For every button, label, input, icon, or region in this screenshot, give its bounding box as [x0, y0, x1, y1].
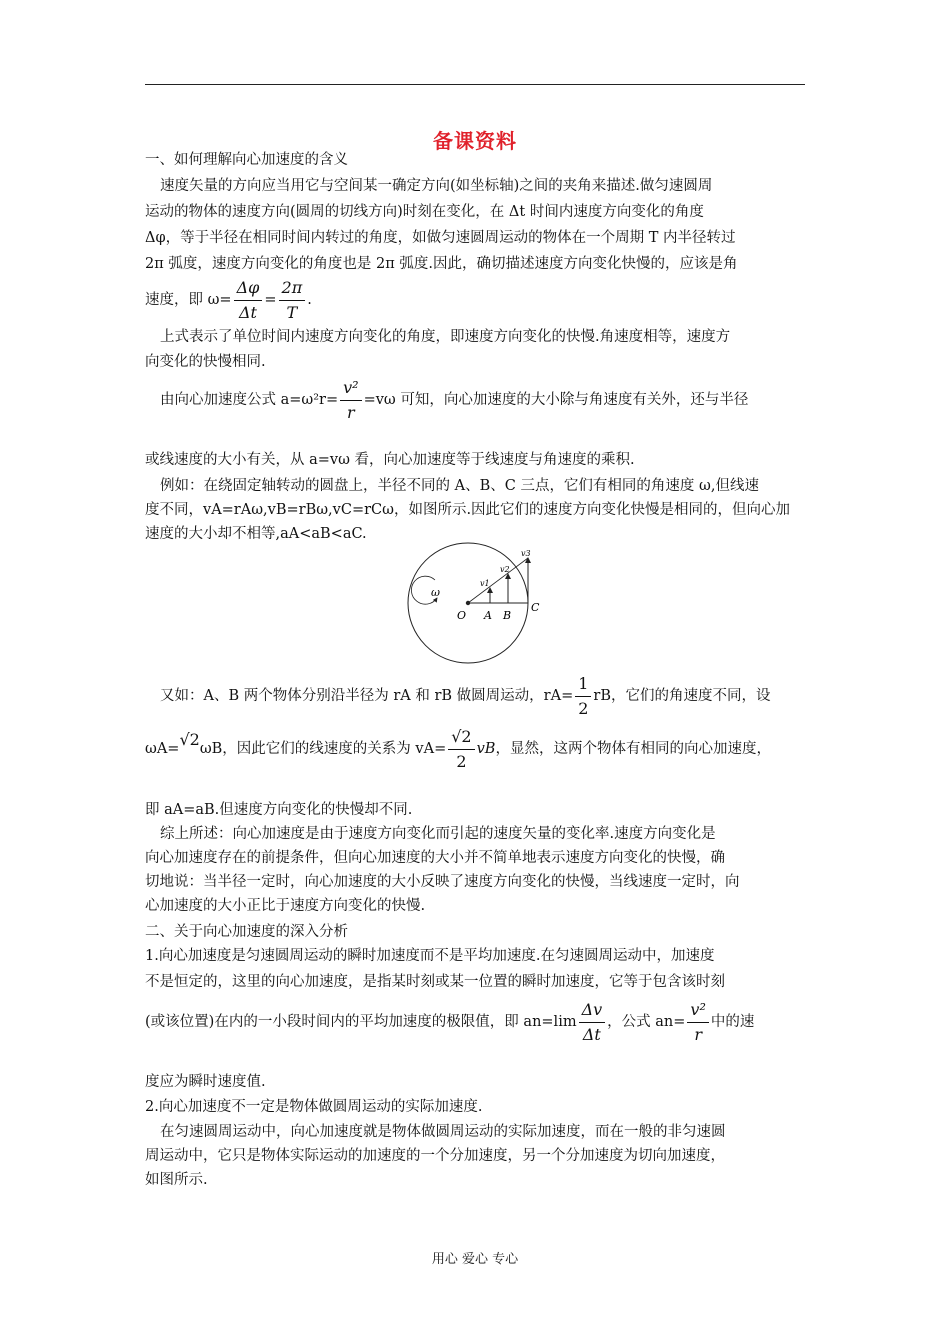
- paragraph-line: 在匀速圆周运动中，向心加速度就是物体做圆周运动的实际加速度，而在一般的非匀速圆: [160, 1124, 726, 1140]
- paragraph-line: 切地说：当半径一定时，向心加速度的大小反映了速度方向变化的快慢，当线速度一定时，向: [145, 874, 740, 890]
- paragraph-line: 即 aA=aB.但速度方向变化的快慢却不同.: [145, 802, 413, 818]
- paragraph-line: 心加速度的大小正比于速度方向变化的快慢.: [145, 898, 426, 914]
- paragraph-line: 度应为瞬时速度值.: [145, 1074, 266, 1090]
- point-b-label: B: [503, 609, 512, 622]
- velocity-relation-line: ωA=√2ωB，因此它们的线速度的关系为 vA= $\frac{√2}{2}$ vB，显然，这两个物体有相同的向心加速度，: [145, 720, 810, 777]
- paragraph-line: 运动的物体的速度方向(圆周的切线方向)时刻在变化，在 Δt 时间内速度方向变化的角度: [145, 204, 704, 220]
- paragraph-line: 如图所示.: [145, 1172, 208, 1188]
- v2-label: v2: [500, 565, 510, 574]
- center-point: [466, 601, 470, 605]
- omega-formula-line: 速度，即 ω= $\frac{\Delta\varphi}{\Delta t}$ = $\frac{2\pi}{T}$ .: [145, 272, 810, 328]
- fraction: $\frac{\Delta v}{\Delta t}$: [579, 998, 606, 1047]
- paragraph-line: 例如：在绕固定轴转动的圆盘上，半径不同的 A、B、C 三点，它们有相同的角速度 ω,但线速: [160, 478, 759, 494]
- fraction: $\frac{2\pi}{T}$: [279, 276, 306, 325]
- fraction: $\frac{\text{v²}}{r}$: [687, 998, 708, 1047]
- paragraph-line: 速度矢量的方向应当用它与空间某一确定方向(如坐标轴)之间的夹角来描述.做匀速圆周: [160, 178, 713, 194]
- paragraph-line: 2.向心加速度不一定是物体做圆周运动的实际加速度.: [145, 1099, 483, 1115]
- header-rule: [145, 84, 805, 85]
- example-line: 又如：A、B 两个物体分别沿半径为 rA 和 rB 做圆周运动，rA= $\frac{1}{2}$ rB，它们的角速度不同，设: [160, 668, 825, 724]
- paragraph-line: 向心加速度存在的前提条件，但向心加速度的大小并不简单地表示速度方向变化的快慢，确: [145, 850, 725, 866]
- rotating-disk-figure: [405, 540, 545, 670]
- section-2-heading: 二、关于向心加速度的深入分析: [145, 924, 348, 940]
- paragraph-line: 速度的大小却不相等,aA<aB<aC.: [145, 526, 367, 542]
- section-1-heading: 一、如何理解向心加速度的含义: [145, 152, 348, 168]
- velocity-envelope: [468, 558, 528, 603]
- point-a-label: A: [484, 609, 492, 622]
- paragraph-line: 周运动中，它只是物体实际运动的加速度的一个分加速度，另一个分加速度为切向加速度，: [145, 1148, 725, 1164]
- paragraph-line: 2π 弧度，速度方向变化的角度也是 2π 弧度.因此，确切描述速度方向变化快慢的，应该是角: [145, 256, 738, 272]
- limit-formula-line: (或该位置)在内的一小段时间内的平均加速度的极限值，即 an=lim $\frac{\Delta v}{\Delta t}$ ，公式 an= $\frac{\text{v²}}{r}$ 中的速: [145, 994, 810, 1050]
- paragraph-line: 或线速度的大小有关，从 a=vω 看，向心加速度等于线速度与角速度的乘积.: [145, 452, 635, 468]
- v1-label: v1: [480, 579, 490, 588]
- fraction: $\frac{\text{v²}}{r}$: [340, 376, 361, 425]
- point-o-label: O: [457, 609, 467, 622]
- fraction: $\frac{1}{2}$: [575, 672, 591, 721]
- omega-label: ω: [431, 586, 440, 599]
- page-footer: 用心 爱心 专心: [431, 1252, 519, 1267]
- paragraph-line: 上式表示了单位时间内速度方向变化的角度，即速度方向变化的快慢.角速度相等，速度方: [160, 329, 731, 345]
- paragraph-line: 度不同，vA=rAω,vB=rBω,vC=rCω，如图所示.因此它们的速度方向变化快慢是相同的，但向心加: [145, 502, 791, 518]
- paragraph-line: 不是恒定的，这里的向心加速度，是指某时刻或某一位置的瞬时加速度，它等于包含该时刻: [145, 974, 725, 990]
- point-c-label: C: [531, 601, 540, 614]
- fraction: $\frac{\Delta\varphi}{\Delta t}$: [234, 276, 263, 325]
- paragraph-line: 1.向心加速度是匀速圆周运动的瞬时加速度而不是平均加速度.在匀速圆周运动中，加速度: [145, 948, 715, 964]
- paragraph-line: 向变化的快慢相同.: [145, 354, 266, 370]
- v3-label: v3: [521, 549, 531, 558]
- paragraph-line: Δφ，等于半径在相同时间内转过的角度，如做匀速圆周运动的物体在一个周期 T 内半径转过: [145, 230, 736, 246]
- fraction: $\frac{√2}{2}$: [448, 725, 474, 774]
- paragraph-line: 综上所述：向心加速度是由于速度方向变化而引起的速度矢量的变化率.速度方向变化是: [160, 826, 716, 842]
- page-title: 备课资料: [433, 129, 517, 153]
- acceleration-formula-line: 由向心加速度公式 a=ω²r= $\frac{\text{v²}}{r}$ =vω 可知，向心加速度的大小除与角速度有关外，还与半径: [160, 372, 825, 428]
